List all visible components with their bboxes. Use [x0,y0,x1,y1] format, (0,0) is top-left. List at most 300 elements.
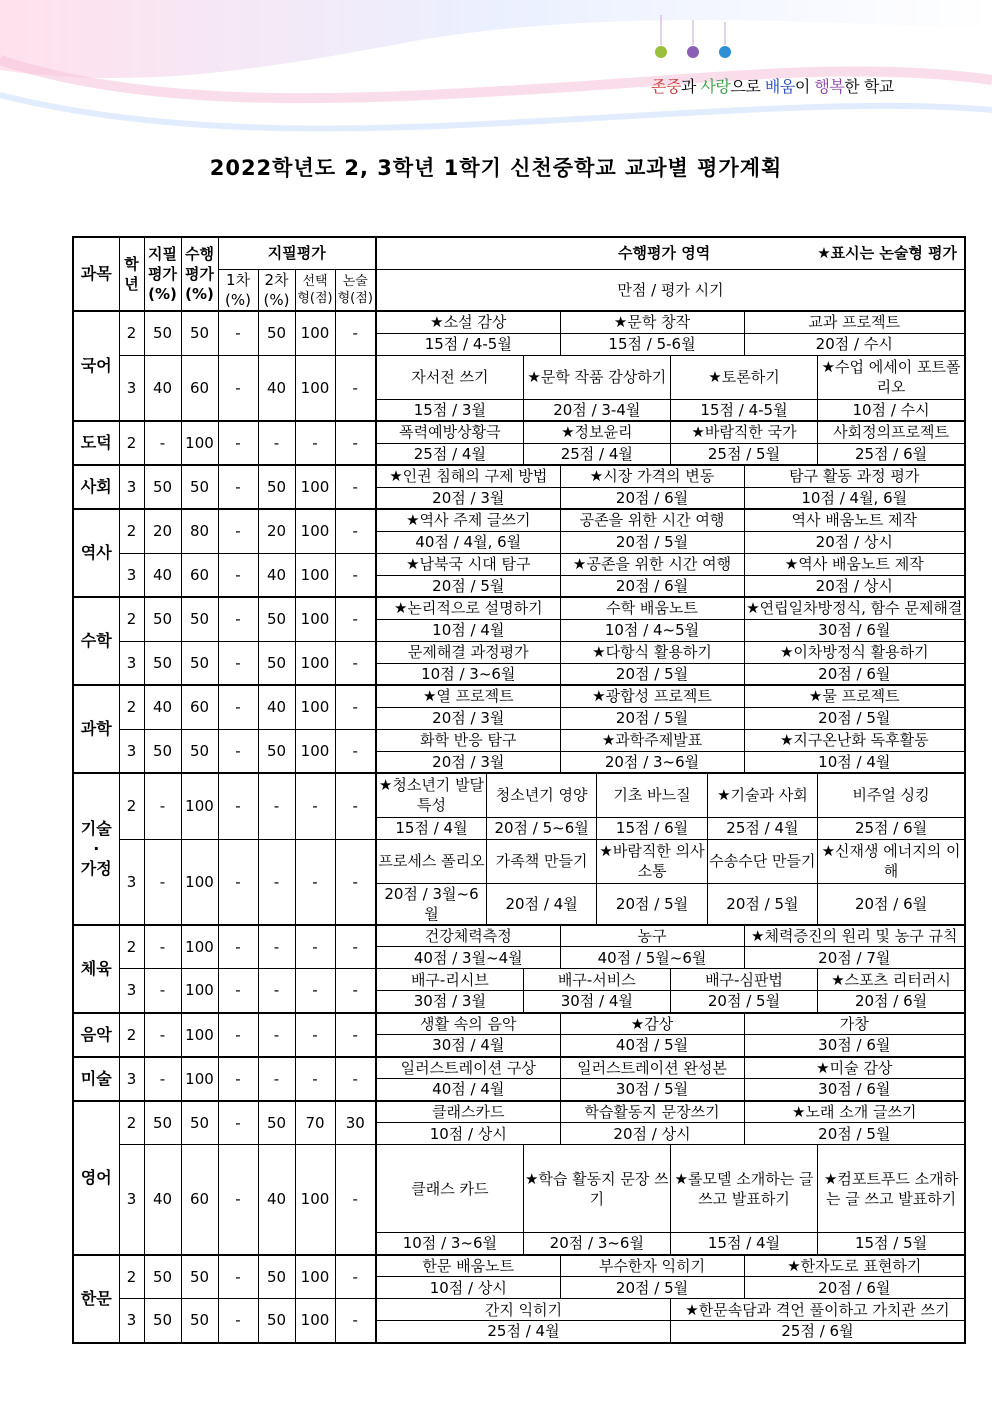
perf-item: 폭력예방상황극 [376,421,523,443]
subject-cell: 국어 [73,311,119,421]
perf-score: 10점 / 4~5월 [560,619,744,641]
header-score-time: 만점 / 평가 시기 [376,269,965,311]
perf-item: 가족책 만들기 [486,839,596,883]
motto-segment: 배움 [764,77,795,96]
first-exam-cell: - [218,553,258,597]
perf-item: ★미술 감상 [744,1057,965,1079]
perf-item: ★토론하기 [670,355,817,399]
perf-ratio-cell: 60 [181,553,218,597]
table-row [73,839,965,883]
mc-score-cell: - [295,925,335,969]
subject-cell: 영어 [73,1101,119,1255]
perf-item: ★이차방정식 활용하기 [744,641,965,663]
mc-score-cell: 100 [295,685,335,729]
header-perf-note: ★표시는 논술형 평가 [817,244,958,263]
perf-item: ★물 프로젝트 [744,685,965,707]
table-row [73,1299,965,1321]
perf-score: 20점 / 3월~6월 [376,883,486,925]
perf-item: ★문학 창작 [560,311,744,333]
perf-item: 부수한자 익히기 [560,1255,744,1277]
mc-score-cell: 70 [295,1101,335,1145]
second-exam-cell: - [258,969,295,1013]
perf-score: 10점 / 3~6월 [376,663,560,685]
essay-score-cell: - [335,509,376,553]
mc-score-cell: - [295,969,335,1013]
perf-item: 배구-리시브 [376,969,523,991]
perf-item: ★열 프로젝트 [376,685,560,707]
written-ratio-cell: 50 [144,641,181,685]
second-exam-cell: - [258,421,295,465]
motto-segment: 으로 [730,77,765,96]
header-perf-ratio: 수행평가(%) [181,237,218,311]
table-row [73,773,965,817]
table-row [73,1101,965,1123]
perf-item: 탐구 활동 과정 평가 [744,465,965,487]
written-ratio-cell: - [144,969,181,1013]
perf-score: 15점 / 5월 [818,1233,965,1255]
perf-ratio-cell: 50 [181,641,218,685]
first-exam-cell: - [218,311,258,355]
perf-item: ★청소년기 발달 특성 [376,773,486,817]
second-exam-cell: 40 [258,553,295,597]
essay-score-cell: - [335,729,376,773]
second-exam-cell: 50 [258,465,295,509]
perf-score: 20점 / 5월 [560,531,744,553]
motto-segment: 존중 [651,77,681,96]
subject-cell [73,773,119,925]
perf-score: 25점 / 4월 [376,1321,670,1343]
perf-item: ★한문속담과 격언 풀이하고 가치관 쓰기 [670,1299,965,1321]
grade-cell: 3 [119,1145,144,1255]
perf-item: 사회정의프로젝트 [818,421,965,443]
perf-item: 생활 속의 음악 [376,1013,560,1035]
perf-score: 10점 / 상시 [376,1277,560,1299]
perf-score: 40점 / 4월 [376,1079,560,1101]
perf-score: 20점 / 4월 [486,883,596,925]
perf-item: 문제해결 과정평가 [376,641,560,663]
perf-score: 40점 / 3월~4월 [376,947,560,969]
table-row [73,729,965,751]
first-exam-cell: - [218,421,258,465]
perf-item: ★시장 가격의 변동 [560,465,744,487]
perf-item: 일러스트레이션 완성본 [560,1057,744,1079]
motto-segment: 사랑 [700,77,731,96]
grade-cell: 2 [119,685,144,729]
subject-cell: 역사 [73,509,119,597]
perf-score: 20점 / 7월 [744,947,965,969]
perf-score: 20점 / 상시 [560,1123,744,1145]
mc-score-cell: 100 [295,465,335,509]
perf-item: ★한자도로 표현하기 [744,1255,965,1277]
perf-item: ★롤모델 소개하는 글 쓰고 발표하기 [670,1145,817,1233]
perf-score: 20점 / 5월 [560,663,744,685]
table-row [73,1013,965,1035]
motto-segment: 과 [680,77,701,96]
motto-segment: 한 학교 [844,77,894,96]
essay-score-cell: - [335,839,376,925]
perf-item: 화학 반응 탐구 [376,729,560,751]
mc-score-cell: - [295,421,335,465]
perf-score: 25점 / 5월 [670,443,817,465]
perf-score: 40점 / 5월 [560,1035,744,1057]
perf-item: 간지 익히기 [376,1299,670,1321]
perf-item: 건강체력측정 [376,925,560,947]
mc-score-cell: 100 [295,729,335,773]
grade-cell: 3 [119,553,144,597]
perf-score: 20점 / 6월 [818,991,965,1013]
first-exam-cell: - [218,355,258,421]
written-ratio-cell: 50 [144,1299,181,1343]
perf-score: 25점 / 6월 [818,817,965,839]
essay-score-cell: - [335,421,376,465]
perf-score: 25점 / 4월 [707,817,817,839]
perf-score: 20점 / 5~6월 [486,817,596,839]
perf-ratio-cell: 100 [181,969,218,1013]
second-exam-cell: 50 [258,1299,295,1343]
perf-ratio-cell: 100 [181,839,218,925]
essay-score-cell: - [335,553,376,597]
perf-item: 자서전 쓰기 [376,355,523,399]
grade-cell: 2 [119,311,144,355]
perf-item: 농구 [560,925,744,947]
perf-score: 10점 / 4월 [376,619,560,641]
grade-cell: 3 [119,465,144,509]
perf-score: 10점 / 수시 [818,399,965,421]
written-ratio-cell: 50 [144,1255,181,1299]
first-exam-cell: - [218,773,258,839]
grade-cell: 3 [119,1299,144,1343]
perf-score: 25점 / 6월 [818,443,965,465]
perf-score: 10점 / 4월 [744,751,965,773]
perf-score: 20점 / 6월 [560,487,744,509]
perf-score: 20점 / 5월 [376,575,560,597]
perf-item: 기초 바느질 [597,773,707,817]
written-ratio-cell: 40 [144,685,181,729]
table-row [73,465,965,487]
perf-item: 교과 프로젝트 [744,311,965,333]
written-ratio-cell: 40 [144,1145,181,1255]
first-exam-cell: - [218,641,258,685]
second-exam-cell: - [258,1013,295,1057]
perf-score: 20점 / 상시 [744,531,965,553]
perf-item: 프로세스 폴리오 [376,839,486,883]
essay-score-cell: - [335,969,376,1013]
second-exam-cell: 50 [258,1101,295,1145]
table-row [73,597,965,619]
written-ratio-cell: 50 [144,465,181,509]
header-mc: 선택형(점) [295,269,335,311]
written-ratio-cell: 40 [144,553,181,597]
perf-item: ★체력증진의 원리 및 농구 규칙 [744,925,965,947]
grade-cell: 2 [119,421,144,465]
first-exam-cell: - [218,1255,258,1299]
essay-score-cell: - [335,465,376,509]
perf-score: 15점 / 4-5월 [376,333,560,355]
grade-cell: 2 [119,1101,144,1145]
table-row [73,685,965,707]
perf-item: ★스포츠 리터러시 [818,969,965,991]
second-exam-cell: 40 [258,355,295,421]
perf-item: ★광합성 프로젝트 [560,685,744,707]
perf-score: 20점 / 3~6월 [523,1233,670,1255]
second-exam-cell: 20 [258,509,295,553]
table-row [73,421,965,443]
mc-score-cell: 100 [295,311,335,355]
perf-item: ★연립일차방정식, 함수 문제해결 [744,597,965,619]
subject-cell: 사회 [73,465,119,509]
first-exam-cell: - [218,465,258,509]
perf-item: 일러스트레이션 구상 [376,1057,560,1079]
header-written-group: 지필평가 [218,237,376,269]
perf-ratio-cell: 100 [181,1013,218,1057]
second-exam-cell: 40 [258,685,295,729]
table-row [73,509,965,531]
perf-item: 클래스카드 [376,1101,560,1123]
grade-cell: 2 [119,1013,144,1057]
perf-score: 20점 / 6월 [560,575,744,597]
first-exam-cell: - [218,509,258,553]
perf-ratio-cell: 100 [181,925,218,969]
evaluation-plan-table [72,236,966,1344]
essay-score-cell: - [335,355,376,421]
first-exam-cell: - [218,839,258,925]
written-ratio-cell: - [144,773,181,839]
perf-score: 20점 / 3월 [376,751,560,773]
perf-item: ★논리적으로 설명하기 [376,597,560,619]
grade-cell: 2 [119,509,144,553]
grade-cell: 3 [119,969,144,1013]
subject-cell: 음악 [73,1013,119,1057]
perf-ratio-cell: 50 [181,597,218,641]
first-exam-cell: - [218,1145,258,1255]
perf-score: 25점 / 4월 [523,443,670,465]
perf-ratio-cell: 50 [181,729,218,773]
perf-ratio-cell: 100 [181,1057,218,1101]
perf-item: ★과학주제발표 [560,729,744,751]
perf-score: 40점 / 4월, 6월 [376,531,560,553]
perf-score: 30점 / 4월 [376,1035,560,1057]
essay-score-cell: - [335,1255,376,1299]
mc-score-cell: 100 [295,1299,335,1343]
perf-score: 15점 / 4월 [670,1233,817,1255]
perf-ratio-cell: 60 [181,1145,218,1255]
header-perf-area: 수행평가 영역 [618,244,711,263]
perf-score: 20점 / 3월 [376,487,560,509]
mc-score-cell: - [295,1057,335,1101]
perf-ratio-cell: 100 [181,773,218,839]
perf-item: ★남북국 시대 탐구 [376,553,560,575]
second-exam-cell: 50 [258,1255,295,1299]
perf-item: ★지구온난화 독후활동 [744,729,965,751]
perf-score: 15점 / 4-5월 [670,399,817,421]
table-row [73,1057,965,1079]
header-second: 2차(%) [258,269,295,311]
perf-item: 역사 배움노트 제작 [744,509,965,531]
header-essay: 논술형(점) [335,269,376,311]
mc-score-cell: 100 [295,509,335,553]
perf-score: 10점 / 상시 [376,1123,560,1145]
header-subject: 과목 [73,237,119,311]
perf-score: 15점 / 3월 [376,399,523,421]
perf-score: 15점 / 5-6월 [560,333,744,355]
table-row [73,553,965,575]
first-exam-cell: - [218,1101,258,1145]
essay-score-cell: - [335,925,376,969]
perf-item: 공존을 위한 시간 여행 [560,509,744,531]
written-ratio-cell: 50 [144,729,181,773]
written-ratio-cell: - [144,839,181,925]
grade-cell: 2 [119,773,144,839]
second-exam-cell: 50 [258,311,295,355]
first-exam-cell: - [218,685,258,729]
written-ratio-cell: - [144,1013,181,1057]
mc-score-cell: 100 [295,1145,335,1255]
perf-score: 20점 / 6월 [744,663,965,685]
grade-cell: 3 [119,355,144,421]
perf-score: 15점 / 6월 [597,817,707,839]
table-row [73,1145,965,1233]
document-title: 2022학년도 2, 3학년 1학기 신천중학교 교과별 평가계획 [209,156,783,180]
perf-score: 30점 / 5월 [560,1079,744,1101]
perf-item: ★신재생 에너지의 이해 [818,839,965,883]
written-ratio-cell: - [144,1057,181,1101]
perf-item: ★공존을 위한 시간 여행 [560,553,744,575]
first-exam-cell: - [218,1057,258,1101]
second-exam-cell: 50 [258,729,295,773]
mc-score-cell: 100 [295,1255,335,1299]
subject-cell: 체육 [73,925,119,1013]
perf-item: 배구-심판법 [670,969,817,991]
grade-cell: 3 [119,641,144,685]
header-first: 1차(%) [218,269,258,311]
perf-score: 25점 / 6월 [670,1321,965,1343]
perf-score: 20점 / 6월 [818,883,965,925]
perf-score: 40점 / 5월~6월 [560,947,744,969]
perf-score: 20점 / 5월 [597,883,707,925]
first-exam-cell: - [218,1013,258,1057]
table-row [73,641,965,663]
perf-score: 20점 / 5월 [560,1277,744,1299]
perf-item: ★바람직한 국가 [670,421,817,443]
mc-score-cell: - [295,839,335,925]
essay-score-cell: - [335,1057,376,1101]
written-ratio-cell: 20 [144,509,181,553]
grade-cell: 2 [119,925,144,969]
essay-score-cell: - [335,1145,376,1255]
perf-item: 수송수단 만들기 [707,839,817,883]
perf-score: 30점 / 6월 [744,1035,965,1057]
header-written-ratio: 지필평가(%) [144,237,181,311]
perf-ratio-cell: 50 [181,1101,218,1145]
perf-item: 청소년기 영양 [486,773,596,817]
perf-score: 10점 / 3~6월 [376,1233,523,1255]
table-row [73,355,965,399]
mc-score-cell: - [295,773,335,839]
perf-item: ★다항식 활용하기 [560,641,744,663]
essay-score-cell: - [335,641,376,685]
written-ratio-cell: 40 [144,355,181,421]
perf-score: 20점 / 5월 [670,991,817,1013]
perf-score: 30점 / 6월 [744,1079,965,1101]
mc-score-cell: 100 [295,641,335,685]
perf-item: ★기술과 사회 [707,773,817,817]
essay-score-cell: 30 [335,1101,376,1145]
perf-ratio-cell: 60 [181,685,218,729]
perf-score: 25점 / 4월 [376,443,523,465]
perf-score: 30점 / 3월 [376,991,523,1013]
perf-item: 배구-서비스 [523,969,670,991]
perf-score: 20점 / 3월 [376,707,560,729]
table-row [73,969,965,991]
second-exam-cell: - [258,925,295,969]
second-exam-cell: - [258,773,295,839]
perf-item: 수학 배움노트 [560,597,744,619]
subject-cell: 미술 [73,1057,119,1101]
perf-item: ★수업 에세이 포트폴리오 [818,355,965,399]
subject-cell: 과학 [73,685,119,773]
perf-ratio-cell: 80 [181,509,218,553]
essay-score-cell: - [335,1299,376,1343]
perf-item: ★역사 배움노트 제작 [744,553,965,575]
perf-ratio-cell: 50 [181,1255,218,1299]
table-row [73,925,965,947]
perf-score: 20점 / 5월 [560,707,744,729]
perf-ratio-cell: 50 [181,465,218,509]
perf-item: 한문 배움노트 [376,1255,560,1277]
grade-cell: 3 [119,1057,144,1101]
perf-item: 비주얼 싱킹 [818,773,965,817]
mc-score-cell: - [295,1013,335,1057]
second-exam-cell: 50 [258,597,295,641]
perf-item: ★학습 활동지 문장 쓰기 [523,1145,670,1233]
perf-score: 20점 / 3-4월 [523,399,670,421]
perf-score: 20점 / 5월 [744,707,965,729]
essay-score-cell: - [335,685,376,729]
perf-item: ★정보윤리 [523,421,670,443]
perf-score: 20점 / 6월 [744,1277,965,1299]
written-ratio-cell: - [144,925,181,969]
mc-score-cell: 100 [295,355,335,421]
first-exam-cell: - [218,925,258,969]
subject-cell: 수학 [73,597,119,685]
perf-ratio-cell: 50 [181,1299,218,1343]
grade-cell: 3 [119,729,144,773]
perf-item: ★역사 주제 글쓰기 [376,509,560,531]
second-exam-cell: 50 [258,641,295,685]
second-exam-cell: - [258,1057,295,1101]
perf-item: ★컴포트푸드 소개하는 글 쓰고 발표하기 [818,1145,965,1233]
perf-score: 20점 / 3~6월 [560,751,744,773]
perf-ratio-cell: 60 [181,355,218,421]
school-motto [651,74,894,97]
perf-score: 20점 / 5월 [707,883,817,925]
written-ratio-cell: - [144,421,181,465]
perf-score: 15점 / 4월 [376,817,486,839]
table-row [73,311,965,333]
first-exam-cell: - [218,969,258,1013]
perf-score: 20점 / 수시 [744,333,965,355]
perf-score: 30점 / 6월 [744,619,965,641]
essay-score-cell: - [335,1013,376,1057]
essay-score-cell: - [335,311,376,355]
subject-dot: · [93,838,100,858]
first-exam-cell: - [218,729,258,773]
grade-cell: 3 [119,839,144,925]
perf-ratio-cell: 50 [181,311,218,355]
perf-score: 20점 / 5월 [744,1123,965,1145]
perf-item: ★바람직한 의사소통 [597,839,707,883]
mc-score-cell: 100 [295,597,335,641]
